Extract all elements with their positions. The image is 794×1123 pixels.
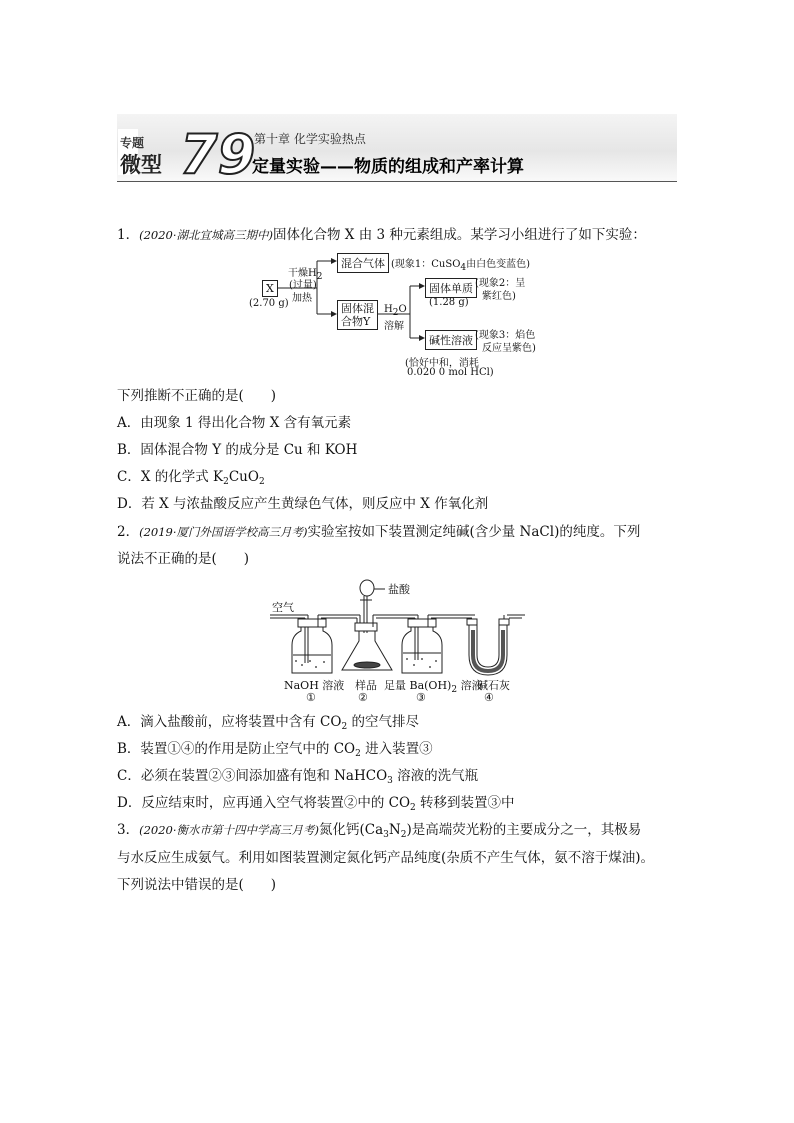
- q2-option-c: C．必须在装置②③间添加盛有饱和 NaHCO$_3$ 溶液的洗气瓶: [117, 768, 479, 786]
- device-4-label: ④: [484, 691, 494, 704]
- q2-option-a: A．滴入盐酸前，应将装置中含有 $CO_2$ 的空气排尽: [117, 714, 419, 732]
- page-title: 定量实验——物质的组成和产率计算: [252, 157, 524, 177]
- q3-stem-line2: 与水反应生成氨气。利用如图装置测定氮化钙产品纯度(杂质不产生气体，氨不溶于煤油)。: [117, 850, 655, 866]
- naoh-label: NaOH 溶液: [284, 679, 345, 692]
- solid-mixture-y-box: 固体混 合物Y: [337, 300, 378, 330]
- phenomenon-2-line2: 紫红色): [482, 291, 516, 302]
- device-3-label: ③: [416, 691, 426, 704]
- baoh2-label: 足量 $Ba(OH)_2$ 溶液: [384, 679, 483, 695]
- device-2-label: ②: [358, 691, 368, 704]
- sample-label: 样品: [355, 679, 377, 692]
- q2-stem-line1: 2．(2019·厦门外国语学校高三月考)实验室按如下装置测定纯碱(含少量 NaCl)的纯度。下列: [117, 524, 641, 540]
- q1-stem: 固体化合物 X 由 3 种元素组成。某学习小组进行了如下实验：: [273, 227, 646, 243]
- q1-option-c: C．X 的化学式 $K_2CuO_2$: [117, 469, 265, 487]
- q3-stem-line1: 3．(2020·衡水市第十四中学高三月考)氮化钙$(Ca_3N_2)$是高端荧光粉的主要成分之一，其极易: [117, 822, 642, 840]
- q1-number: 1．: [117, 227, 140, 243]
- q1-flow-diagram: [245, 246, 565, 381]
- q2-option-b: B．装置①④的作用是防止空气中的 $CO_2$ 进入装置③: [117, 741, 433, 759]
- soda-lime-label: 碱石灰: [477, 679, 510, 692]
- q2-stem-line2: 说法不正确的是( ): [117, 551, 250, 567]
- q1-stem-line: [117, 226, 646, 244]
- x-mass-label: (2.70 g): [249, 298, 289, 309]
- air-label: 空气: [272, 601, 294, 614]
- q2-number: 2．: [117, 524, 140, 540]
- mixed-gas-box: 混合气体: [337, 253, 389, 273]
- excess-label: (过量): [289, 280, 317, 291]
- q1-option-b: B．固体混合物 Y 的成分是 Cu 和 KOH: [117, 442, 358, 458]
- device-1-label: ①: [306, 691, 316, 704]
- phenomenon-1-label: (现象1：CuSO$_4$由白色变蓝色): [391, 259, 531, 273]
- q3-number: 3．: [117, 822, 140, 838]
- q1-option-a: A．由现象 1 得出化合物 X 含有氧元素: [117, 415, 352, 431]
- neutralize-line2: 0.020 0 mol HCl): [407, 367, 494, 378]
- metal-mass-label: (1.28 g): [429, 297, 469, 308]
- badge-number: 79: [180, 123, 256, 186]
- compound-x-box: X: [262, 280, 278, 297]
- q3-stem-line3: 下列说法中错误的是( ): [117, 877, 277, 893]
- q1-option-d: D．若 X 与浓盐酸反应产生黄绿色气体，则反应中 X 作氧化剂: [117, 496, 489, 512]
- dry-h2-label: 干燥$H_2$: [288, 268, 323, 282]
- acid-label: 盐酸: [388, 583, 410, 596]
- solid-element-box: 固体单质: [425, 278, 477, 298]
- alkaline-solution-box: 碱性溶液: [425, 330, 477, 350]
- topic-badge: [118, 117, 256, 186]
- phenomenon-2-line1: (现象2：呈: [475, 278, 526, 289]
- neutralize-line1: (恰好中和，消耗: [405, 358, 479, 369]
- q1-question: 下列推断不正确的是( ): [117, 388, 277, 404]
- chapter-label: 第十章 化学实验热点: [254, 132, 366, 146]
- q2-option-d: D．反应结束时，应再通入空气将装置②中的 $CO_2$ 转移到装置③中: [117, 795, 515, 813]
- badge-small-text: 专题: [120, 136, 145, 150]
- dissolve-label: 溶解: [384, 321, 404, 332]
- q3-source: (2020·衡水市第十四中学高三月考): [139, 823, 319, 837]
- q1-source: (2020·湖北宜城高三期中): [139, 228, 273, 242]
- phenomenon-3-line1: (现象3：焰色: [475, 330, 536, 341]
- heat-label: 加热: [292, 293, 312, 304]
- q2-source: (2019·厦门外国语学校高三月考): [139, 525, 308, 539]
- water-label: $H_2O$: [384, 304, 407, 318]
- phenomenon-3-line2: 反应呈紫色): [482, 343, 536, 354]
- badge-big-text: 微型: [120, 153, 162, 177]
